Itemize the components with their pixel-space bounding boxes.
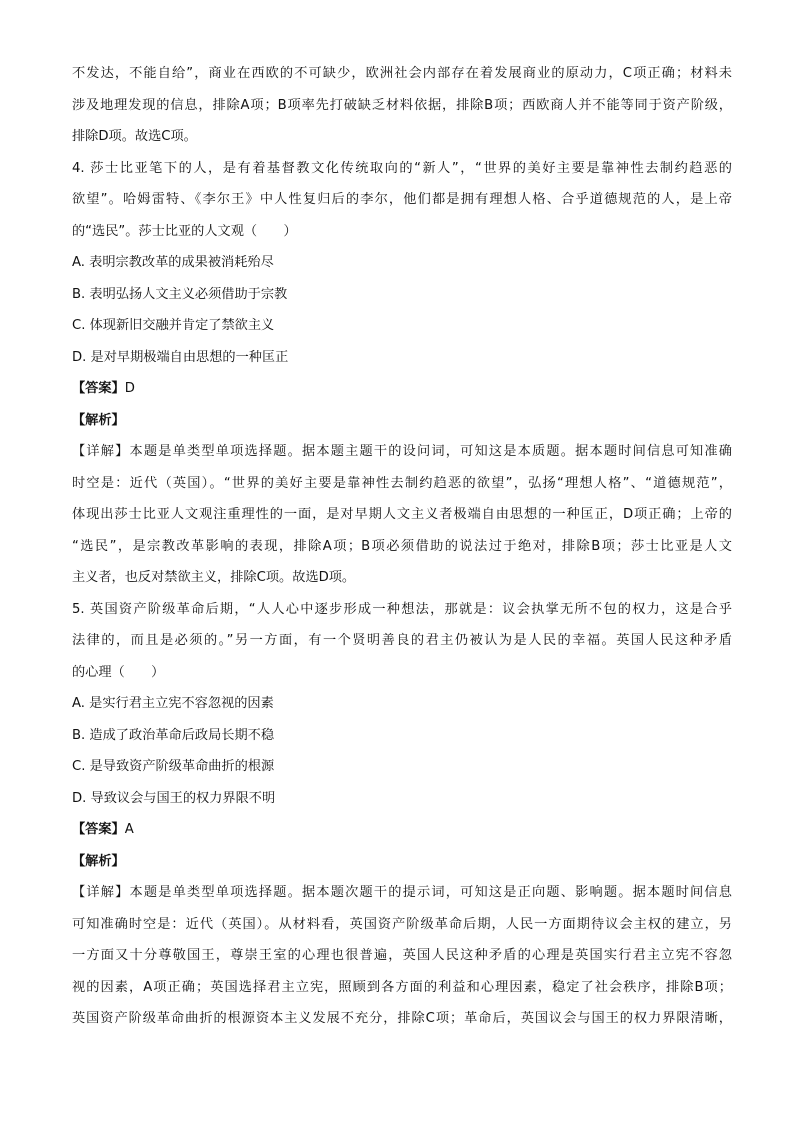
text-line: 体现出莎士比亚人文观注重理性的一面，是对早期人文主义者极端自由思想的一种匡正，D项正确；上帝的 <box>72 507 732 522</box>
option-d: D. 导致议会与国王的权力界限不明 <box>72 790 276 806</box>
document-page <box>72 58 732 1035</box>
text-line: 不发达，不能自给”，商业在西欧的不可缺少，欧洲社会内部存在着发展商业的原动力，C项正确；材料未 <box>72 66 732 81</box>
text-line: 【详解】本题是单类型单项选择题。据本题主题干的设问词，可知这是本质题。据本题时间信息可知准确 <box>72 444 732 459</box>
answer-value: A <box>124 822 134 837</box>
option-a: A. 表明宗教改革的成果被消耗殆尽 <box>72 255 274 270</box>
text-line: 时空是：近代（英国）。“世界的美好主要是靠神性去制约趋恶的欲望”，弘扬“理想人格”、“道德规范”， <box>72 475 732 491</box>
option-list <box>72 247 732 373</box>
text-line: 排除D项。故选C项。 <box>72 129 197 144</box>
analysis-label: 【解析】 <box>72 853 125 869</box>
answer-value: D <box>124 381 135 396</box>
detail-explanation <box>72 877 732 1035</box>
text-line: 视的因素，A项正确；英国选择君主立宪，照顾到各方面的利益和心理因素，稳定了社会秩序，排除B项； <box>72 979 732 995</box>
option-c: C. 是导致资产阶级革命曲折的根源 <box>72 759 275 774</box>
text-line: “选民”，是宗教改革影响的表现，排除A项；B项必须借助的说法过于绝对，排除B项；莎士比亚是人文 <box>72 538 732 554</box>
question-stem <box>72 153 732 248</box>
text-line: 5. 英国资产阶级革命后期，“人人心中逐步形成一种想法，那就是：议会执掌无所不包的权力，这是合乎 <box>72 601 732 617</box>
question-4 <box>72 153 732 594</box>
text-line: 【详解】本题是单类型单项选择题。据本题次题干的提示词，可知这是正向题、影响题。据本题时间信息 <box>72 885 732 900</box>
question-5 <box>72 594 732 1035</box>
answer-line <box>72 373 732 405</box>
question-stem <box>72 594 732 689</box>
text-line: 4. 莎士比亚笔下的人，是有着基督教文化传统取向的“新人”，“世界的美好主要是靠神性去制约趋恶的 <box>72 160 732 176</box>
text-line: 一方面又十分尊敬国王，尊崇王室的心理也很普遍，英国人民这种矛盾的心理是英国实行君主立宪不容忽 <box>72 948 732 963</box>
text-line: 的“选民”。莎士比亚的人文观（ ） <box>72 223 297 239</box>
detail-explanation <box>72 436 732 594</box>
text-line: 的心理（ ） <box>72 664 165 680</box>
option-b: B. 造成了政治革命后政局长期不稳 <box>72 727 275 743</box>
text-line: 涉及地理发现的信息，排除A项；B项率先打破缺乏材料依据，排除B项；西欧商人并不能等同于资产阶级， <box>72 97 732 113</box>
answer-label: 【答案】 <box>72 381 125 396</box>
option-d: D. 是对早期极端自由思想的一种匡正 <box>72 349 289 365</box>
answer-line <box>72 814 732 846</box>
option-a: A. 是实行君主立宪不容忽视的因素 <box>72 696 274 711</box>
option-b: B. 表明弘扬人文主义必须借助于宗教 <box>72 286 288 302</box>
text-line: 欲望”。哈姆雷特、《李尔王》中人性复归后的李尔，他们都是拥有理想人格、合乎道德规范的人，是上帝 <box>72 192 732 207</box>
analysis-label: 【解析】 <box>72 412 125 428</box>
text-line: 法律的，而且是必须的。”另一方面，有一个贤明善良的君主仍被认为是人民的幸福。英国人民这种矛盾 <box>72 633 732 648</box>
previous-explanation <box>72 58 732 153</box>
text-line: 英国资产阶级革命曲折的根源资本主义发展不充分，排除C项；革命后，英国议会与国王的权力界限清晰， <box>72 1011 732 1026</box>
answer-label: 【答案】 <box>72 822 125 837</box>
option-list <box>72 688 732 814</box>
text-line: 主义者，也反对禁欲主义，排除C项。故选D项。 <box>72 570 356 585</box>
text-line: 可知准确时空是：近代（英国）。从材料看，英国资产阶级革命后期，人民一方面期待议会主权的建立，另 <box>72 916 732 932</box>
option-c: C. 体现新旧交融并肯定了禁欲主义 <box>72 318 275 333</box>
